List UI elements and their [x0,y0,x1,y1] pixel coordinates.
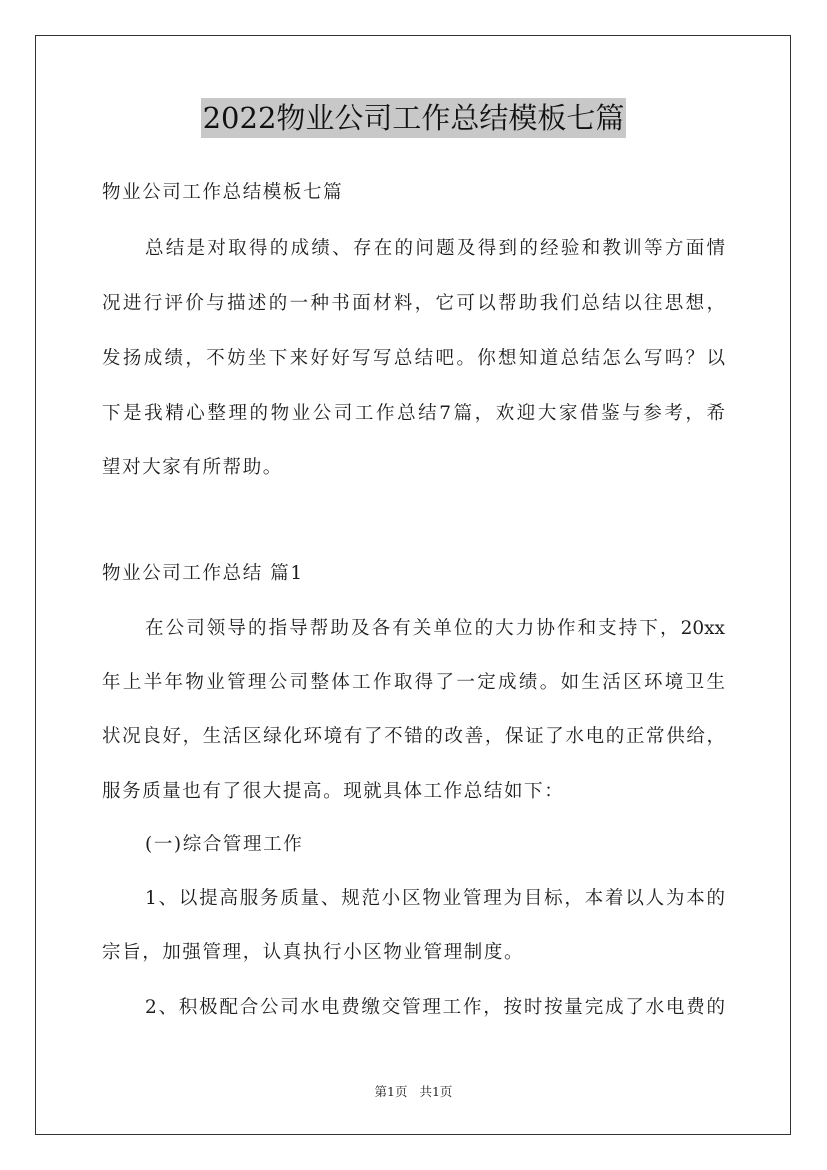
title-container [0,98,827,138]
page-number-current: 第1页 [374,1084,408,1099]
document-title: 2022物业公司工作总结模板七篇 [201,98,627,138]
sub-heading: (一)综合管理工作 [145,834,304,855]
section-line-3: 状况良好，生活区绿化环境有了不错的改善，保证了水电的正常供给， [102,726,725,747]
intro-line-4: 下是我精心整理的物业公司工作总结7篇，欢迎大家借鉴与参考，希 [102,403,725,424]
intro-line-2: 况进行评价与描述的一种书面材料，它可以帮助我们总结以往思想， [102,293,725,314]
item2-line-1: 2、积极配合公司水电费缴交管理工作，按时按量完成了水电费的 [145,997,725,1018]
subtitle: 物业公司工作总结模板七篇 [102,182,344,203]
intro-line-3: 发扬成绩，不妨坐下来好好写写总结吧。你想知道总结怎么写吗？以 [102,348,725,369]
section-heading: 物业公司工作总结 篇1 [102,563,304,584]
intro-line-5: 望对大家有所帮助。 [102,457,283,478]
section-line-1: 在公司领导的指导帮助及各有关单位的大力协作和支持下，20xx [145,618,725,639]
section-line-2: 年上半年物业管理公司整体工作取得了一定成绩。如生活区环境卫生 [102,672,725,693]
item1-line-2: 宗旨，加强管理，认真执行小区物业管理制度。 [102,942,525,963]
item1-line-1: 1、以提高服务质量、规范小区物业管理为目标，本着以人为本的 [145,888,725,909]
page-footer [0,1084,827,1100]
intro-line-1: 总结是对取得的成绩、存在的问题及得到的经验和教训等方面情 [145,238,725,259]
page-number-total: 共1页 [419,1084,453,1099]
section-line-4: 服务质量也有了很大提高。现就具体工作总结如下： [102,781,565,802]
